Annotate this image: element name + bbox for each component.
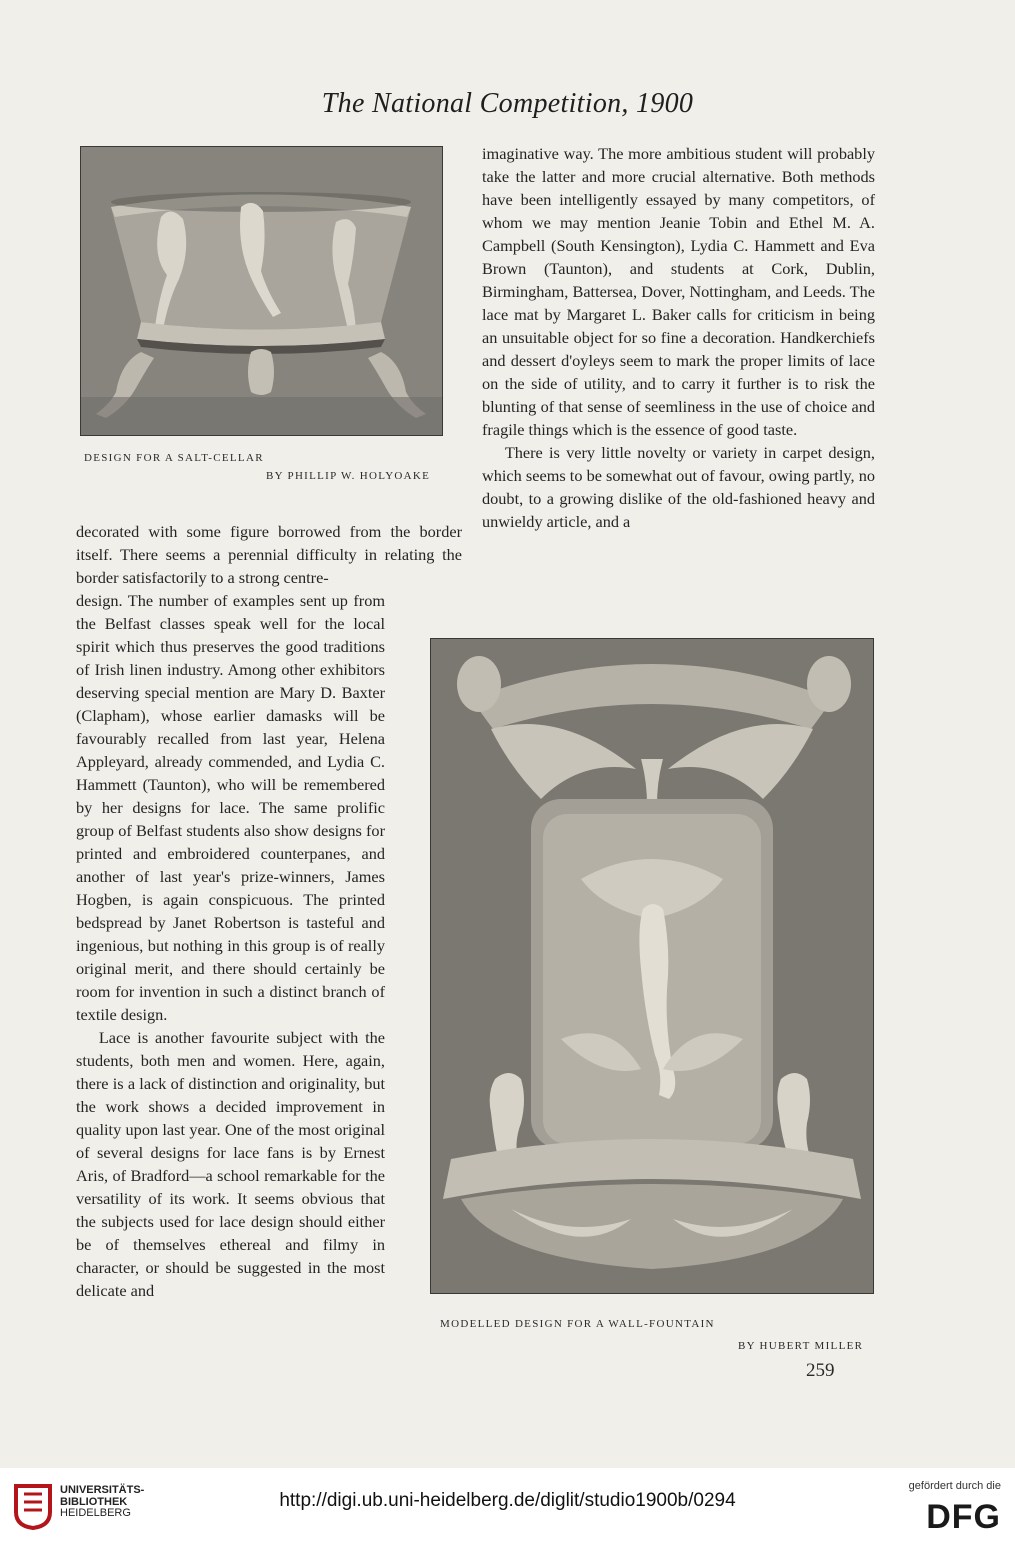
funder-logo: DFG (926, 1498, 1001, 1536)
paragraph-belfast: design. The number of examples sent up from the Belfast classes speak well for the local spirit which thus preserves the good traditions of Irish linen industry. Among other exhibitors deserving special mention are Mary D. Baxter (Clapham), whose earlier damasks will be favourably recalled from last year, Helena Appleyard, already commended, and Lydia C. Hammett (Taunton), who will be remembered by her designs for lace. The same prolific group of Belfast students also show designs for printed and embroidered counterpanes, and another of last year's prize-winners, James Hogben, is again conspicuous. The printed bedspread by Janet Robertson is tasteful and ingenious, but nothing in this group is of really original merit, and there should certainly be room for invention in such a distinct branch of textile design. (76, 591, 385, 1024)
paragraph-lace: Lace is another favourite subject with the students, both men and women. Here, again, there is a lack of distinction and originality, but the work shows a decided improvement in quality upon last year. One of the most original of several designs for lace fans is by Ernest Aris, of Bradford—a school remarkable for the versatility of its work. It seems obvious that the subjects used for lace design should either be of themselves ethereal and filmy in character, or should be suggested in the most delicate and (76, 1028, 385, 1300)
paragraph-carpet: There is very little novelty or variety in carpet design, which seems to be somewhat out of favour, owing partly, no doubt, to a growing dislike of the old-fashioned heavy and unwieldy article, and a (482, 443, 875, 531)
salt-cellar-caption-credit: BY PHILLIP W. HOLYOAKE (266, 470, 431, 482)
library-name-line-2: BIBLIOTHEK (60, 1495, 128, 1508)
left-column-wide (76, 520, 462, 589)
running-head-text: The National Competition, 1900 (321, 88, 694, 119)
funding-note: gefördert durch die (908, 1480, 1001, 1492)
paragraph-lace-methods: imaginative way. The more ambitious student will probably take the latter and more crucial alternative. Both methods have been intelligently essayed by many competitors, of whom we may mention Jeanie Tobin and Ethel M. A. Campbell (South Kensington), Lydia C. Hammett and Eva Brown (Taunton), and students at Cork, Dublin, Birmingham, Battersea, Dover, Nottingham, and Leeds. The lace mat by Margaret L. Baker calls for criticism in being an unsuitable object for so fine a decoration. Handkerchiefs and dessert d'oyleys seem to mark the proper limits of lace on the side of utility, and to carry it further is to risk the blunting of that sense of seemliness in the use of choice and fragile things which is the essence of good taste. (482, 144, 875, 439)
right-column-top (482, 142, 875, 533)
wall-fountain-caption-title: MODELLED DESIGN FOR A WALL-FOUNTAIN (440, 1318, 715, 1330)
paragraph-border: decorated with some figure borrowed from the border itself. There seems a perennial difficulty in relating the border satisfactorily to a strong centre- (76, 522, 462, 587)
wall-fountain-illustration (430, 638, 874, 1294)
salt-cellar-caption-title: DESIGN FOR A SALT-CELLAR (84, 452, 264, 464)
library-name-line-3: HEIDELBERG (60, 1507, 131, 1519)
left-column-narrow (76, 589, 385, 1302)
source-url[interactable]: http://digi.ub.uni-heidelberg.de/diglit/studio1900b/0294 (279, 1490, 736, 1511)
library-name-line-1: UNIVERSITÄTS- (60, 1484, 145, 1496)
page-number: 259 (806, 1360, 835, 1381)
wall-fountain-caption-credit: BY HUBERT MILLER (738, 1340, 864, 1352)
footer-bar (0, 1468, 1015, 1544)
running-head (0, 88, 1015, 120)
salt-cellar-illustration (80, 146, 443, 436)
